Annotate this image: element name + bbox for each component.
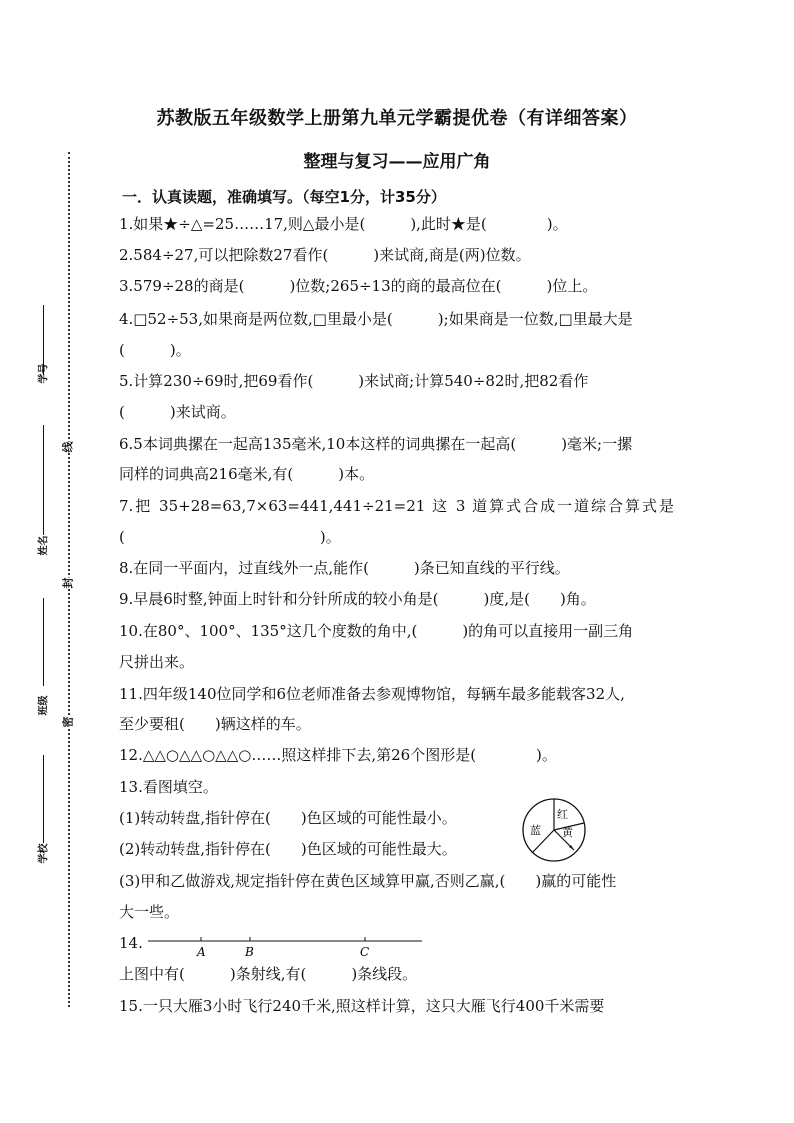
point-c-label: C [360,945,370,959]
question-14-text: 上图中有( )条射线,有( )条线段。 [119,965,418,983]
section-1-heading: 一．认真读题，准确填写。（每空1分，计35分） [122,188,446,206]
question-11-line-1: 11.四年级140位同学和6位老师准备去参观博物馆，每辆车最多能载客32人, [119,685,625,703]
student-id-label: 学号 [38,363,50,384]
question-3: 3.579÷28的商是( )位数;265÷13的商的最高位在( )位上。 [119,277,598,295]
spinner-diagram [519,795,589,865]
binding-char-secret: 密 [58,717,78,728]
class-label: 班级 [38,695,50,716]
question-1: 1.如果★÷△=25……17,则△最小是( ),此时★是( )。 [119,215,568,233]
point-b-label: B [245,945,254,959]
question-7-line-1: 7.把 35+28=63,7×63=441,441÷21=21 这 3 道算式合成一道综合算式是 [119,497,674,515]
question-2: 2.584÷27,可以把除数27看作( )来试商,商是(两)位数。 [119,246,531,264]
spinner-label-blue: 蓝 [530,824,541,837]
question-7-line-2: ( )。 [119,528,341,546]
school-label: 学校 [38,843,50,864]
question-13: 13.看图填空。 [119,778,218,796]
question-15: 15.一只大雁3小时飞行240千米,照这样计算，这只大雁飞行400千米需要 [119,997,605,1015]
question-5-line-2: ( )来试商。 [119,403,236,421]
question-9: 9.早晨6时整,钟面上时针和分针所成的较小角是( )度,是( )角。 [119,590,596,608]
question-6-line-1: 6.5本词典摞在一起高135毫米,10本这样的词典摞在一起高( )毫米;一摞 [119,435,633,453]
question-10-line-2: 尺拼出来。 [119,653,195,671]
question-10-line-1: 10.在80°、100°、135°这几个度数的角中,( )的角可以直接用一副三角 [119,622,634,640]
spinner-label-red: 红 [557,808,568,821]
question-8: 8.在同一平面内，过直线外一点,能作( )条已知直线的平行线。 [119,559,570,577]
question-6-line-2: 同样的词典高216毫米,有( )本。 [119,465,375,483]
name-label: 姓名 [38,535,50,556]
question-13-part-2: (2)转动转盘,指针停在( )色区域的可能性最大。 [119,840,457,858]
school-line [43,755,44,843]
class-line [43,598,44,686]
question-13-part-3-line-1: (3)甲和乙做游戏,规定指针停在黄色区域算甲赢,否则乙赢,( )赢的可能性 [119,872,617,890]
point-a-label: A [197,945,206,959]
question-5-line-1: 5.计算230÷69时,把69看作( )来试商;计算540÷82时,把82看作 [119,372,589,390]
question-13-part-3-line-2: 大一些。 [119,903,180,921]
spinner-label-yellow: 黄 [562,826,573,839]
name-line [43,425,44,535]
binding-char-seal: 封 [58,578,78,589]
binding-char-line: 线 [58,442,78,453]
question-4-line-1: 4.□52÷53,如果商是两位数,□里最小是( );如果商是一位数,□里最大是 [119,310,633,328]
sub-title: 整理与复习——应用广角 [303,152,491,172]
question-4-line-2: ( )。 [119,341,191,359]
question-14-number: 14. [119,934,143,952]
ray-diagram [140,930,430,960]
question-13-part-1: (1)转动转盘,指针停在( )色区域的可能性最小。 [119,809,457,827]
question-11-line-2: 至少要租( )辆这样的车。 [119,715,311,733]
question-12: 12.△△○△△○△△○……照这样排下去,第26个图形是( )。 [119,746,557,764]
main-title: 苏教版五年级数学上册第九单元学霸提优卷（有详细答案） [156,108,638,129]
